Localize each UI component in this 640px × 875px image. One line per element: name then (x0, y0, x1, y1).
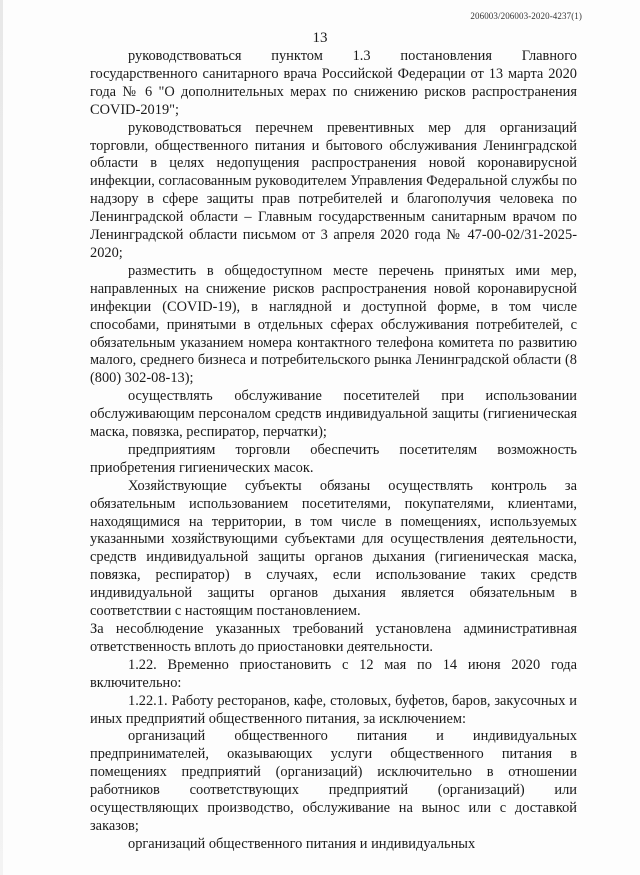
paragraph: руководствоваться пунктом 1.3 постановления Главного государственного санитарного врача Российской Федерации от 13 марта 2020 года № 6 "О дополнительных мерах по снижению рисков распространения COVID-2019"; (90, 48, 577, 118)
paragraph: осуществлять обслуживание посетителей при использовании обслуживающим персоналом средств индивидуальной защиты (гигиеническая маска, повязка, респиратор, перчатки); (90, 388, 577, 441)
page-number: 13 (312, 30, 328, 46)
paragraph: разместить в общедоступном месте перечень принятых ими мер, направленных на снижение рисков распространения новой коронавирусной инфекции (COVID-19), в наглядной и доступной форме, в том числе способами, принятыми в отдельных сферах обслуживания потребителей, с обязательным указанием номера контактного телефона комитета по развитию малого, среднего бизнеса и потребительского рынка Ленинградской области (8 (800) 302-08-13); (90, 262, 577, 387)
paragraph: руководствоваться перечнем превентивных мер для организаций торговли, общественного питания и бытового обслуживания Ленинградской области в целях недопущения распространения новой коронавирусной инфекции, согласованным руководителем Управления Федеральной службы по надзору в сфере защиты прав потребителей и благополучия человека по Ленинградской области – Главным государственным санитарным врачом по Ленинградской области письмом от 3 апреля 2020 года № 47-00-02/31-2025-2020; (90, 119, 577, 261)
paragraph: 1.22. Временно приостановить с 12 мая по 14 июня 2020 года включительно: (90, 656, 577, 691)
paragraph: За несоблюдение указанных требований установлена административная ответственность вплоть до приостановки деятельности. (90, 621, 577, 655)
paragraph: 1.22.1. Работу ресторанов, кафе, столовых, буфетов, баров, закусочных и иных предприятий общественного питания, за исключением: (90, 692, 577, 727)
paragraph: Хозяйствующие субъекты обязаны осуществлять контроль за обязательным использованием посетителями, покупателями, клиентами, находящимися на территории, в том числе в помещениях, используемых указанными хозяйствующими субъектами для осуществления деятельности, средств индивидуальной защиты органов дыхания (гигиеническая маска, повязка, респиратор) в случаях, если использование таких средств индивидуальной защиты органов дыхания является обязательным в соответствии с настоящим постановлением. (90, 477, 577, 620)
scan-edge (0, 0, 3, 875)
document-body (90, 48, 577, 854)
paragraph: организаций общественного питания и индивидуальных (128, 835, 476, 852)
document-id: 206003/206003-2020-4237(1) (470, 11, 582, 21)
paragraph: предприятиям торговли обеспечить посетителям возможность приобретения гигиенических масок. (90, 441, 577, 476)
paragraph: организаций общественного питания и индивидуальных предпринимателей, оказывающих услуги общественного питания в помещениях предприятий (организаций) исключительно в отношении работников соответствующих предприятий (организаций) или осуществляющих производство, обслуживание на вынос или с доставкой заказов; (90, 728, 577, 834)
